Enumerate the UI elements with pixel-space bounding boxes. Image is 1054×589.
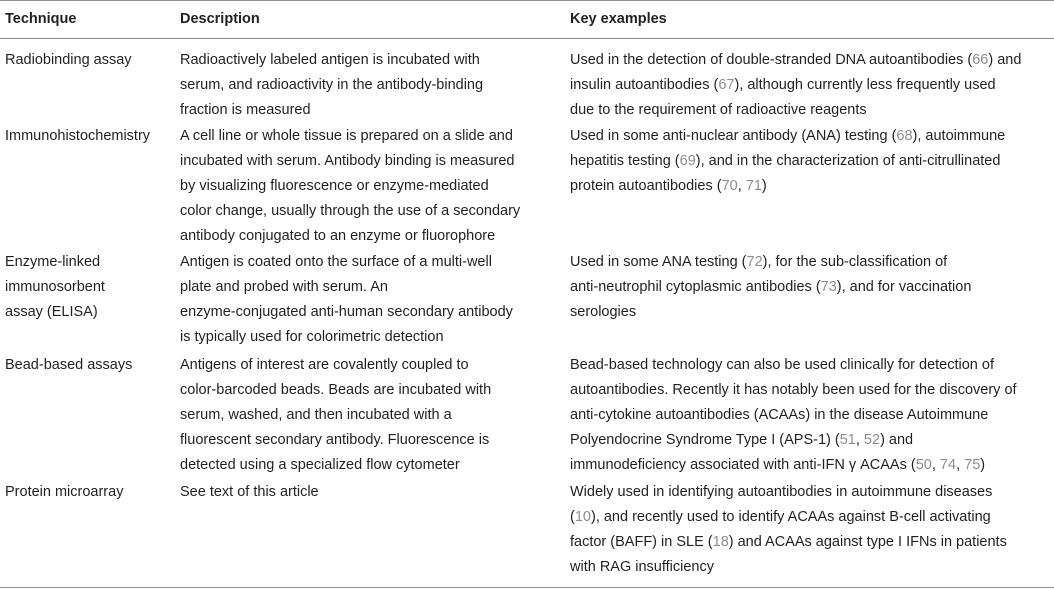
examples-text: , bbox=[931, 457, 940, 473]
examples-line bbox=[570, 98, 1021, 123]
examples-line bbox=[570, 378, 1017, 403]
description-line: serum, washed, and then incubated with a bbox=[180, 407, 452, 423]
reference-link[interactable]: 68 bbox=[896, 128, 913, 144]
description-line: serum, and radioactivity in the antibody-binding bbox=[180, 77, 484, 93]
examples-cell bbox=[570, 480, 1007, 580]
description-cell bbox=[180, 480, 319, 505]
examples-line bbox=[570, 530, 1007, 555]
header-rule bbox=[0, 38, 1054, 39]
examples-line bbox=[570, 353, 1017, 378]
examples-text: ), and recently used to identify ACAAs against B-cell activating bbox=[590, 509, 991, 525]
reference-link[interactable]: 10 bbox=[574, 509, 591, 525]
description-line: Antigens of interest are covalently coupled to bbox=[180, 357, 469, 373]
examples-text: with RAG insufficiency bbox=[570, 559, 714, 575]
examples-text: Polyendocrine Syndrome Type I (APS-1) ( bbox=[570, 432, 840, 448]
technique-cell bbox=[5, 124, 150, 149]
technique-line: Enzyme-linked bbox=[5, 254, 101, 270]
examples-cell bbox=[570, 48, 1021, 123]
technique-line: Protein microarray bbox=[5, 484, 124, 500]
technique-line: assay (ELISA) bbox=[5, 304, 98, 320]
examples-text: ), although currently less frequently used bbox=[734, 77, 996, 93]
examples-text: ) bbox=[761, 178, 767, 194]
examples-text: , bbox=[855, 432, 864, 448]
description-line: antibody conjugated to an enzyme or fluorophore bbox=[180, 228, 496, 244]
reference-link[interactable]: 52 bbox=[863, 432, 881, 448]
examples-line bbox=[570, 428, 1017, 453]
description-line: incubated with serum. Antibody binding is measured bbox=[180, 153, 515, 169]
description-line: Radioactively labeled antigen is incubated with bbox=[180, 52, 480, 68]
technique-line: immunosorbent bbox=[5, 279, 105, 295]
examples-text: serologies bbox=[570, 304, 637, 320]
examples-cell bbox=[570, 124, 1005, 199]
examples-text: ( bbox=[570, 509, 575, 525]
examples-text: ), and in the characterization of anti-citrullinated bbox=[695, 153, 1001, 169]
technique-cell bbox=[5, 353, 132, 378]
header-technique: Technique bbox=[5, 11, 77, 27]
reference-link[interactable]: 69 bbox=[679, 153, 696, 169]
examples-text: Used in some anti-nuclear antibody (ANA) testing ( bbox=[570, 128, 897, 144]
examples-text: due to the requirement of radioactive reagents bbox=[570, 102, 867, 118]
examples-line bbox=[570, 73, 1021, 98]
description-line: See text of this article bbox=[180, 484, 319, 500]
examples-text: ), and for vaccination bbox=[836, 279, 972, 295]
description-line: color-barcoded beads. Beads are incubated with bbox=[180, 382, 492, 398]
table-bottom-rule bbox=[0, 587, 1054, 588]
reference-link[interactable]: 74 bbox=[939, 457, 957, 473]
examples-text: ) and bbox=[880, 432, 914, 448]
description-line: detected using a specialized flow cytometer bbox=[180, 457, 460, 473]
reference-link[interactable]: 71 bbox=[745, 178, 762, 194]
examples-text: ) and bbox=[988, 52, 1022, 68]
examples-text: ), autoimmune bbox=[912, 128, 1006, 144]
description-line: A cell line or whole tissue is prepared on a slide and bbox=[180, 128, 513, 144]
description-cell bbox=[180, 124, 520, 249]
examples-text: anti-neutrophil cytoplasmic antibodies ( bbox=[570, 279, 821, 295]
examples-line bbox=[570, 453, 1017, 478]
examples-text: factor (BAFF) in SLE ( bbox=[570, 534, 713, 550]
examples-text: immunodeficiency associated with anti-IFN γ ACAAs ( bbox=[570, 457, 916, 473]
examples-text: ), for the sub-classification of bbox=[762, 254, 948, 270]
description-line: color change, usually through the use of a secondary bbox=[180, 203, 521, 219]
reference-link[interactable]: 51 bbox=[839, 432, 856, 448]
examples-line bbox=[570, 505, 1007, 530]
examples-text: autoantibodies. Recently it has notably been used for the discovery of bbox=[570, 382, 1017, 398]
description-cell bbox=[180, 353, 491, 478]
header-key-examples: Key examples bbox=[570, 11, 667, 27]
examples-text: , bbox=[737, 178, 746, 194]
reference-link[interactable]: 72 bbox=[746, 254, 763, 270]
examples-cell bbox=[570, 353, 1017, 478]
examples-text: Used in some ANA testing ( bbox=[570, 254, 747, 270]
examples-line bbox=[570, 275, 971, 300]
reference-link[interactable]: 66 bbox=[972, 52, 989, 68]
examples-cell bbox=[570, 250, 971, 325]
examples-line bbox=[570, 124, 1005, 149]
examples-text: Used in the detection of double-stranded DNA autoantibodies ( bbox=[570, 52, 973, 68]
description-line: fraction is measured bbox=[180, 102, 311, 118]
examples-text: protein autoantibodies ( bbox=[570, 178, 722, 194]
examples-line bbox=[570, 555, 1007, 580]
examples-line bbox=[570, 300, 971, 325]
reference-link[interactable]: 75 bbox=[964, 457, 981, 473]
description-line: by visualizing fluorescence or enzyme-mediated bbox=[180, 178, 489, 194]
examples-line bbox=[570, 149, 1005, 174]
examples-text: Widely used in identifying autoantibodies in autoimmune diseases bbox=[570, 484, 993, 500]
technique-cell bbox=[5, 250, 105, 325]
description-line: is typically used for colorimetric detection bbox=[180, 329, 444, 345]
examples-text: insulin autoantibodies ( bbox=[570, 77, 719, 93]
technique-line: Radiobinding assay bbox=[5, 52, 132, 68]
examples-text: ) bbox=[980, 457, 986, 473]
examples-line bbox=[570, 250, 971, 275]
description-line: enzyme-conjugated anti-human secondary antibody bbox=[180, 304, 513, 320]
technique-cell bbox=[5, 48, 132, 73]
technique-line: Immunohistochemistry bbox=[5, 128, 151, 144]
description-line: Antigen is coated onto the surface of a multi-well bbox=[180, 254, 492, 270]
reference-link[interactable]: 70 bbox=[721, 178, 738, 194]
reference-link[interactable]: 18 bbox=[712, 534, 729, 550]
description-line: plate and probed with serum. An bbox=[180, 279, 388, 295]
header-description: Description bbox=[180, 11, 260, 27]
technique-cell bbox=[5, 480, 123, 505]
technique-line: Bead-based assays bbox=[5, 357, 133, 373]
reference-link[interactable]: 67 bbox=[718, 77, 735, 93]
reference-link[interactable]: 73 bbox=[820, 279, 837, 295]
reference-link[interactable]: 50 bbox=[915, 457, 932, 473]
examples-text: ) and ACAAs against type I IFNs in patients bbox=[728, 534, 1007, 550]
examples-text: hepatitis testing ( bbox=[570, 153, 680, 169]
examples-line bbox=[570, 480, 1007, 505]
description-line: fluorescent secondary antibody. Fluorescence is bbox=[180, 432, 490, 448]
examples-text: Bead-based technology can also be used clinically for detection of bbox=[570, 357, 994, 373]
examples-text: anti-cytokine autoantibodies (ACAAs) in the disease Autoimmune bbox=[570, 407, 989, 423]
description-cell bbox=[180, 250, 513, 350]
examples-text: , bbox=[956, 457, 965, 473]
table-header-row bbox=[0, 0, 1054, 38]
examples-line bbox=[570, 403, 1017, 428]
examples-line bbox=[570, 174, 1005, 199]
description-cell bbox=[180, 48, 483, 123]
examples-line bbox=[570, 48, 1021, 73]
